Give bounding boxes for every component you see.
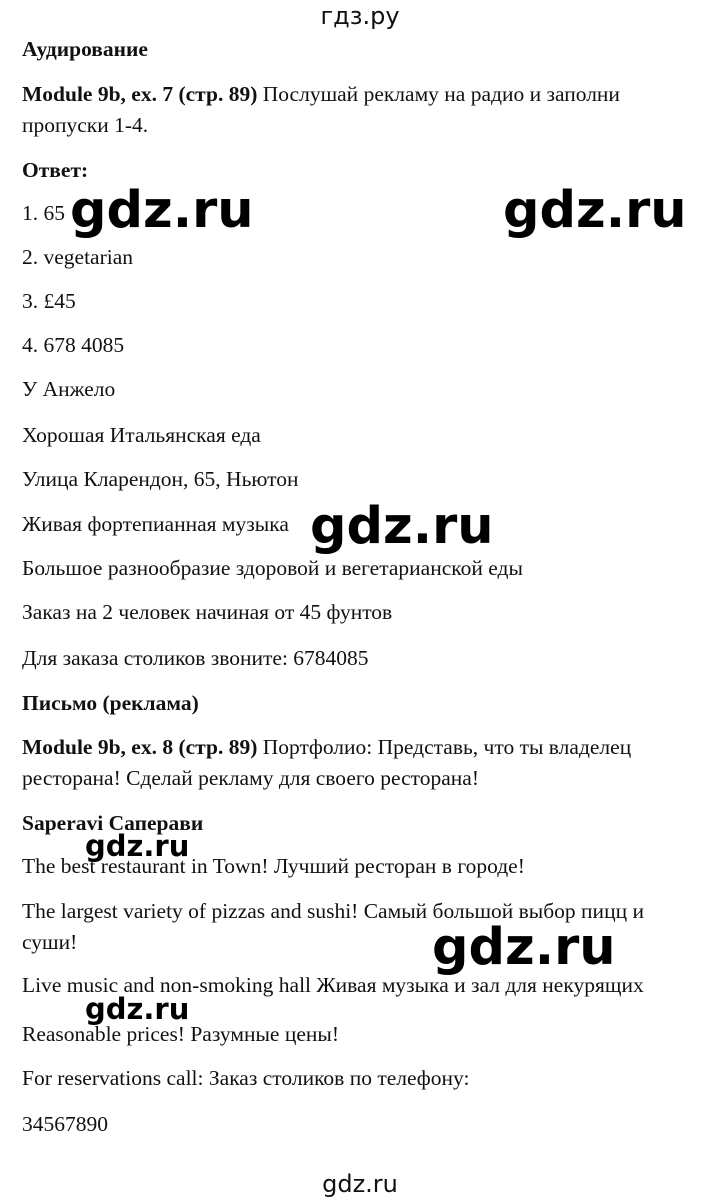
section2-task-ref: Module 9b, ex. 8 (стр. 89) (22, 735, 258, 759)
answer-3: 3. £45 (22, 289, 76, 313)
answer-label: Ответ: (22, 158, 89, 182)
answer-1: 1. 65 (22, 201, 65, 225)
header-watermark: гдз.ру (320, 2, 400, 30)
ad-line-2: Хорошая Итальянская еда (22, 423, 261, 447)
answer-4: 4. 678 4085 (22, 333, 125, 357)
ad2-line-4: Live music and non-smoking hall Живая музыка и зал для некурящих (22, 973, 644, 997)
watermark: gdz.ru (310, 497, 494, 556)
ad2-line-3: суши! (22, 930, 78, 954)
section1-task-cont: пропуски 1-4. (22, 113, 149, 137)
footer-watermark: gdz.ru (322, 1170, 398, 1198)
watermark: gdz.ru (85, 829, 190, 863)
section2-task-text: Портфолио: Представь, что ты владелец (257, 735, 632, 759)
section1-task (22, 79, 620, 109)
watermark: gdz.ru (70, 181, 254, 240)
watermark: gdz.ru (432, 918, 616, 977)
ad2-line-1: The best restaurant in Town! Лучший ресторан в городе! (22, 854, 525, 878)
section2-task (22, 732, 631, 762)
ad-line-4: Живая фортепианная музыка (22, 512, 289, 536)
ad2-line-2: The largest variety of pizzas and sushi! Самый большой выбор пицц и (22, 899, 644, 923)
ad2-line-7: 34567890 (22, 1112, 108, 1136)
ad-line-7: Для заказа столиков звоните: 6784085 (22, 646, 369, 670)
ad-line-1: У Анжело (22, 377, 116, 401)
section2-heading: Письмо (реклама) (22, 691, 199, 715)
ad2-line-5: Reasonable prices! Разумные цены! (22, 1022, 339, 1046)
answer-2: 2. vegetarian (22, 245, 134, 269)
ad-title: Saperavi Саперави (22, 811, 204, 835)
ad2-line-6: For reservations call: Заказ столиков по телефону: (22, 1066, 470, 1090)
watermark: gdz.ru (503, 181, 687, 240)
ad-line-3: Улица Кларендон, 65, Ньютон (22, 467, 299, 491)
ad-line-6: Заказ на 2 человек начиная от 45 фунтов (22, 600, 393, 624)
section1-task-ref: Module 9b, ex. 7 (стр. 89) (22, 82, 258, 106)
watermark: gdz.ru (85, 992, 190, 1026)
section1-task-text: Послушай рекламу на радио и заполни (257, 82, 620, 106)
ad-line-5: Большое разнообразие здоровой и вегетарианской еды (22, 556, 523, 580)
section1-heading: Аудирование (22, 37, 148, 61)
section2-task-cont: ресторана! Сделай рекламу для своего ресторана! (22, 766, 480, 790)
